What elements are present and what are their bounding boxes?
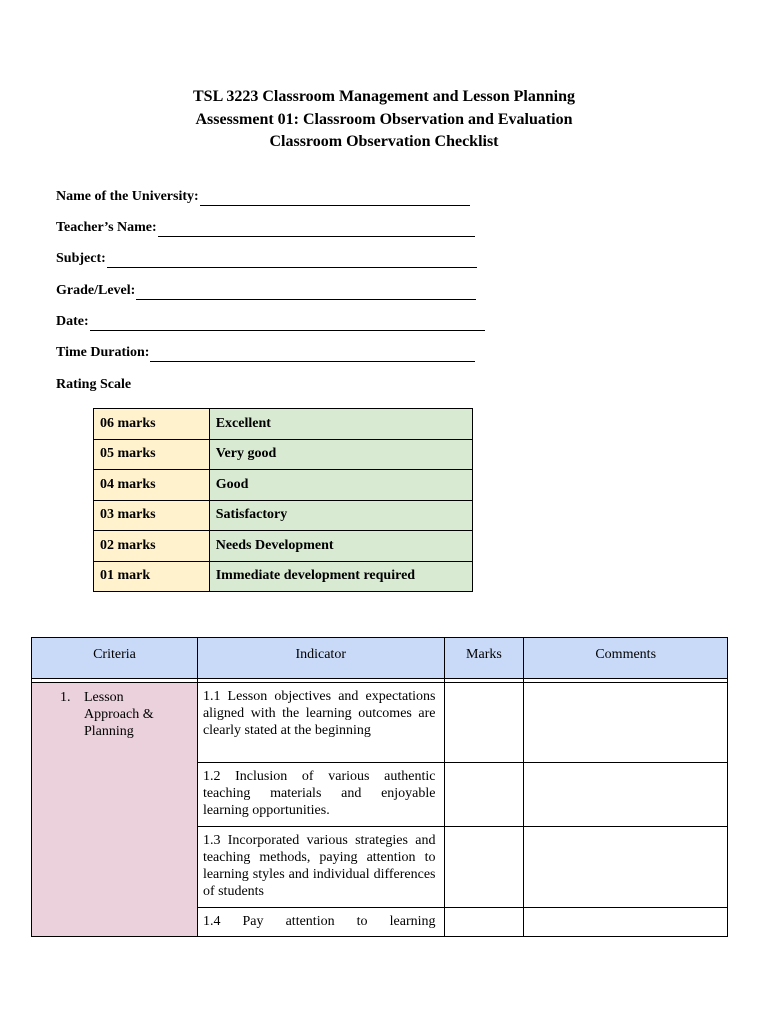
grade-level-blank[interactable]	[136, 286, 476, 300]
subject-blank[interactable]	[107, 254, 477, 268]
marks-cell[interactable]	[444, 763, 524, 827]
subject-label: Subject:	[56, 251, 106, 266]
marks-header: Marks	[444, 638, 524, 679]
comments-cell[interactable]	[524, 683, 728, 763]
indicator-cell: 1.2 Inclusion of various authentic teaching materials and enjoyable learning opportunities.	[197, 763, 444, 827]
criteria-number: 1.	[60, 690, 71, 705]
criteria-item	[60, 689, 193, 740]
assessment-title: Assessment 01: Classroom Observation and Evaluation	[195, 110, 573, 128]
marks-cell[interactable]	[444, 908, 524, 937]
rating-row	[94, 500, 473, 531]
criteria-header: Criteria	[32, 638, 198, 679]
rating-marks: 06 marks	[94, 409, 210, 440]
grade-level-field	[56, 282, 476, 300]
rating-marks: 02 marks	[94, 531, 210, 562]
rating-marks: 04 marks	[94, 470, 210, 501]
rating-scale-table	[93, 408, 473, 592]
rating-marks: 05 marks	[94, 439, 210, 470]
indicator-cell: 1.1 Lesson objectives and expectations aligned with the learning outcomes are clearly stated at the beginning	[197, 683, 444, 763]
university-label: Name of the University:	[56, 189, 199, 204]
date-field	[56, 313, 485, 331]
rating-description: Immediate development required	[209, 561, 472, 592]
university-blank[interactable]	[200, 192, 470, 206]
observation-header-row	[32, 638, 728, 679]
rating-row	[94, 409, 473, 440]
indicator-cell: 1.3 Incorporated various strategies and teaching methods, paying attention to learning styles and individual differences of students	[197, 827, 444, 908]
table-row	[32, 683, 728, 763]
criteria-text: Lesson Approach & Planning	[84, 690, 154, 739]
rating-scale-title: Rating Scale	[56, 377, 132, 392]
rating-description: Very good	[209, 439, 472, 470]
date-blank[interactable]	[90, 317, 485, 331]
observation-table	[31, 637, 728, 937]
rating-description: Satisfactory	[209, 500, 472, 531]
time-duration-field	[56, 344, 475, 362]
rating-description: Good	[209, 470, 472, 501]
time-duration-blank[interactable]	[150, 348, 475, 362]
criteria-cell	[32, 683, 198, 937]
time-duration-label: Time Duration:	[56, 345, 150, 360]
grade-level-label: Grade/Level:	[56, 283, 136, 298]
rating-row	[94, 561, 473, 592]
comments-cell[interactable]	[524, 763, 728, 827]
document-header	[0, 86, 768, 154]
university-field	[56, 188, 470, 206]
rating-row	[94, 531, 473, 562]
rating-description: Excellent	[209, 409, 472, 440]
rating-row	[94, 470, 473, 501]
subject-field	[56, 250, 477, 268]
marks-cell[interactable]	[444, 683, 524, 763]
teacher-name-field	[56, 219, 475, 237]
date-label: Date:	[56, 314, 89, 329]
rating-marks: 01 mark	[94, 561, 210, 592]
comments-header: Comments	[524, 638, 728, 679]
checklist-title: Classroom Observation Checklist	[269, 133, 499, 150]
comments-cell[interactable]	[524, 827, 728, 908]
comments-cell[interactable]	[524, 908, 728, 937]
rating-row	[94, 439, 473, 470]
teacher-name-blank[interactable]	[158, 223, 475, 237]
rating-description: Needs Development	[209, 531, 472, 562]
course-title: TSL 3223 Classroom Management and Lesson Planning	[193, 88, 575, 105]
marks-cell[interactable]	[444, 827, 524, 908]
rating-marks: 03 marks	[94, 500, 210, 531]
indicator-cell: 1.4 Pay attention to learning	[197, 908, 444, 937]
teacher-name-label: Teacher’s Name:	[56, 220, 157, 235]
indicator-header: Indicator	[197, 638, 444, 679]
